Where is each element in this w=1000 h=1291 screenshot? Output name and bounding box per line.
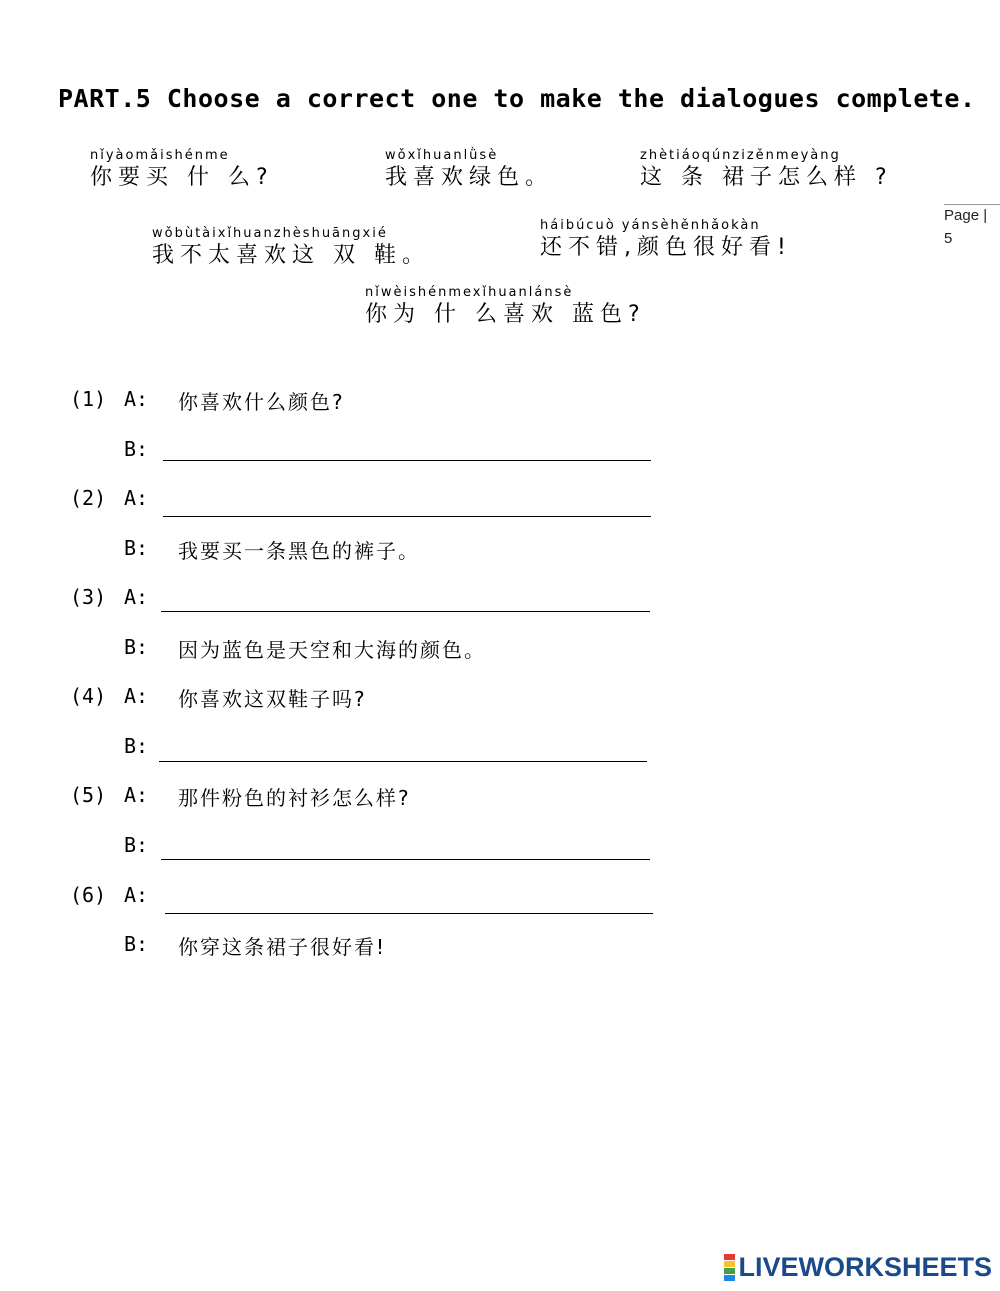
dialogue-3-a-answer-line[interactable] xyxy=(161,611,650,612)
logo-block-i xyxy=(724,1261,735,1267)
option-3-hanzi: 这 条 裙子怎么样 ? xyxy=(640,165,893,190)
option-1-hanzi: 你要买 什 么? xyxy=(90,165,274,190)
worksheet-title: PART.5 Choose a correct one to make the dialogues complete. xyxy=(58,84,976,113)
dialogue-4-num: (4) xyxy=(70,684,107,708)
dialogue-3-b-text: 因为蓝色是天空和大海的颜色。 xyxy=(178,638,486,662)
dialogue-4-b-label: B: xyxy=(124,734,149,758)
option-1 xyxy=(90,148,274,192)
page-number xyxy=(944,204,987,250)
dialogue-6-a-label: A: xyxy=(124,883,149,907)
logo-block-l xyxy=(724,1254,735,1260)
dialogue-2-a-answer-line[interactable] xyxy=(163,516,651,517)
option-3-pinyin: zhètiáoqúnzizěnmeyàng xyxy=(640,148,841,163)
option-3 xyxy=(640,148,893,192)
option-1-pinyin: nǐyàomǎishénme xyxy=(90,148,230,163)
dialogue-5-b-answer-line[interactable] xyxy=(161,859,650,860)
dialogue-5-num: (5) xyxy=(70,783,107,807)
dialogue-1-b-label: B: xyxy=(124,437,149,461)
dialogue-3-a-label: A: xyxy=(124,585,149,609)
page-number-value: 5 xyxy=(944,230,953,247)
option-2-pinyin: wǒxǐhuanlǜsè xyxy=(385,148,499,163)
dialogue-4-a-text: 你喜欢这双鞋子吗? xyxy=(178,687,367,711)
option-4-pinyin: wǒbùtàixǐhuanzhèshuāngxié xyxy=(152,226,388,241)
dialogue-1-num: (1) xyxy=(70,387,107,411)
option-4 xyxy=(152,226,430,270)
dialogue-4-b-answer-line[interactable] xyxy=(159,761,647,762)
dialogue-2-a-label: A: xyxy=(124,486,149,510)
dialogue-3-num: (3) xyxy=(70,585,107,609)
dialogue-5-b-label: B: xyxy=(124,833,149,857)
page-number-rule xyxy=(944,204,1000,205)
dialogue-1-a-text: 你喜欢什么颜色? xyxy=(178,390,345,414)
dialogue-6-b-text: 你穿这条裙子很好看! xyxy=(178,935,387,959)
dialogue-6-b-label: B: xyxy=(124,932,149,956)
dialogue-4-a-label: A: xyxy=(124,684,149,708)
dialogue-1-b-answer-line[interactable] xyxy=(163,460,651,461)
liveworksheets-logo xyxy=(724,1252,992,1283)
dialogue-6-a-answer-line[interactable] xyxy=(165,913,653,914)
dialogue-2-b-text: 我要买一条黑色的裤子。 xyxy=(178,539,420,563)
dialogue-5-a-text: 那件粉色的衬衫怎么样? xyxy=(178,786,411,810)
option-6-pinyin: nǐwèishénmexǐhuanlánsè xyxy=(365,285,574,300)
logo-block-v xyxy=(724,1268,735,1274)
dialogue-2-num: (2) xyxy=(70,486,107,510)
dialogue-5-a-label: A: xyxy=(124,783,149,807)
option-2-hanzi: 我喜欢绿色。 xyxy=(385,165,554,190)
dialogue-2-b-label: B: xyxy=(124,536,149,560)
option-5-hanzi: 还不错,颜色很好看! xyxy=(540,235,792,260)
dialogue-6-num: (6) xyxy=(70,883,107,907)
option-5-pinyin: háibúcuò yánsèhěnhǎokàn xyxy=(540,218,761,233)
logo-block-e xyxy=(724,1275,735,1281)
dialogue-3-b-label: B: xyxy=(124,635,149,659)
option-5 xyxy=(540,218,792,262)
page-label: Page | xyxy=(944,207,988,224)
option-2 xyxy=(385,148,553,192)
logo-blocks-icon xyxy=(724,1254,735,1281)
dialogue-1-a-label: A: xyxy=(124,387,149,411)
option-4-hanzi: 我不太喜欢这 双 鞋。 xyxy=(152,243,430,268)
logo-text: LIVEWORKSHEETS xyxy=(738,1252,992,1282)
option-6 xyxy=(365,285,646,329)
option-6-hanzi: 你为 什 么喜欢 蓝色? xyxy=(365,302,646,327)
